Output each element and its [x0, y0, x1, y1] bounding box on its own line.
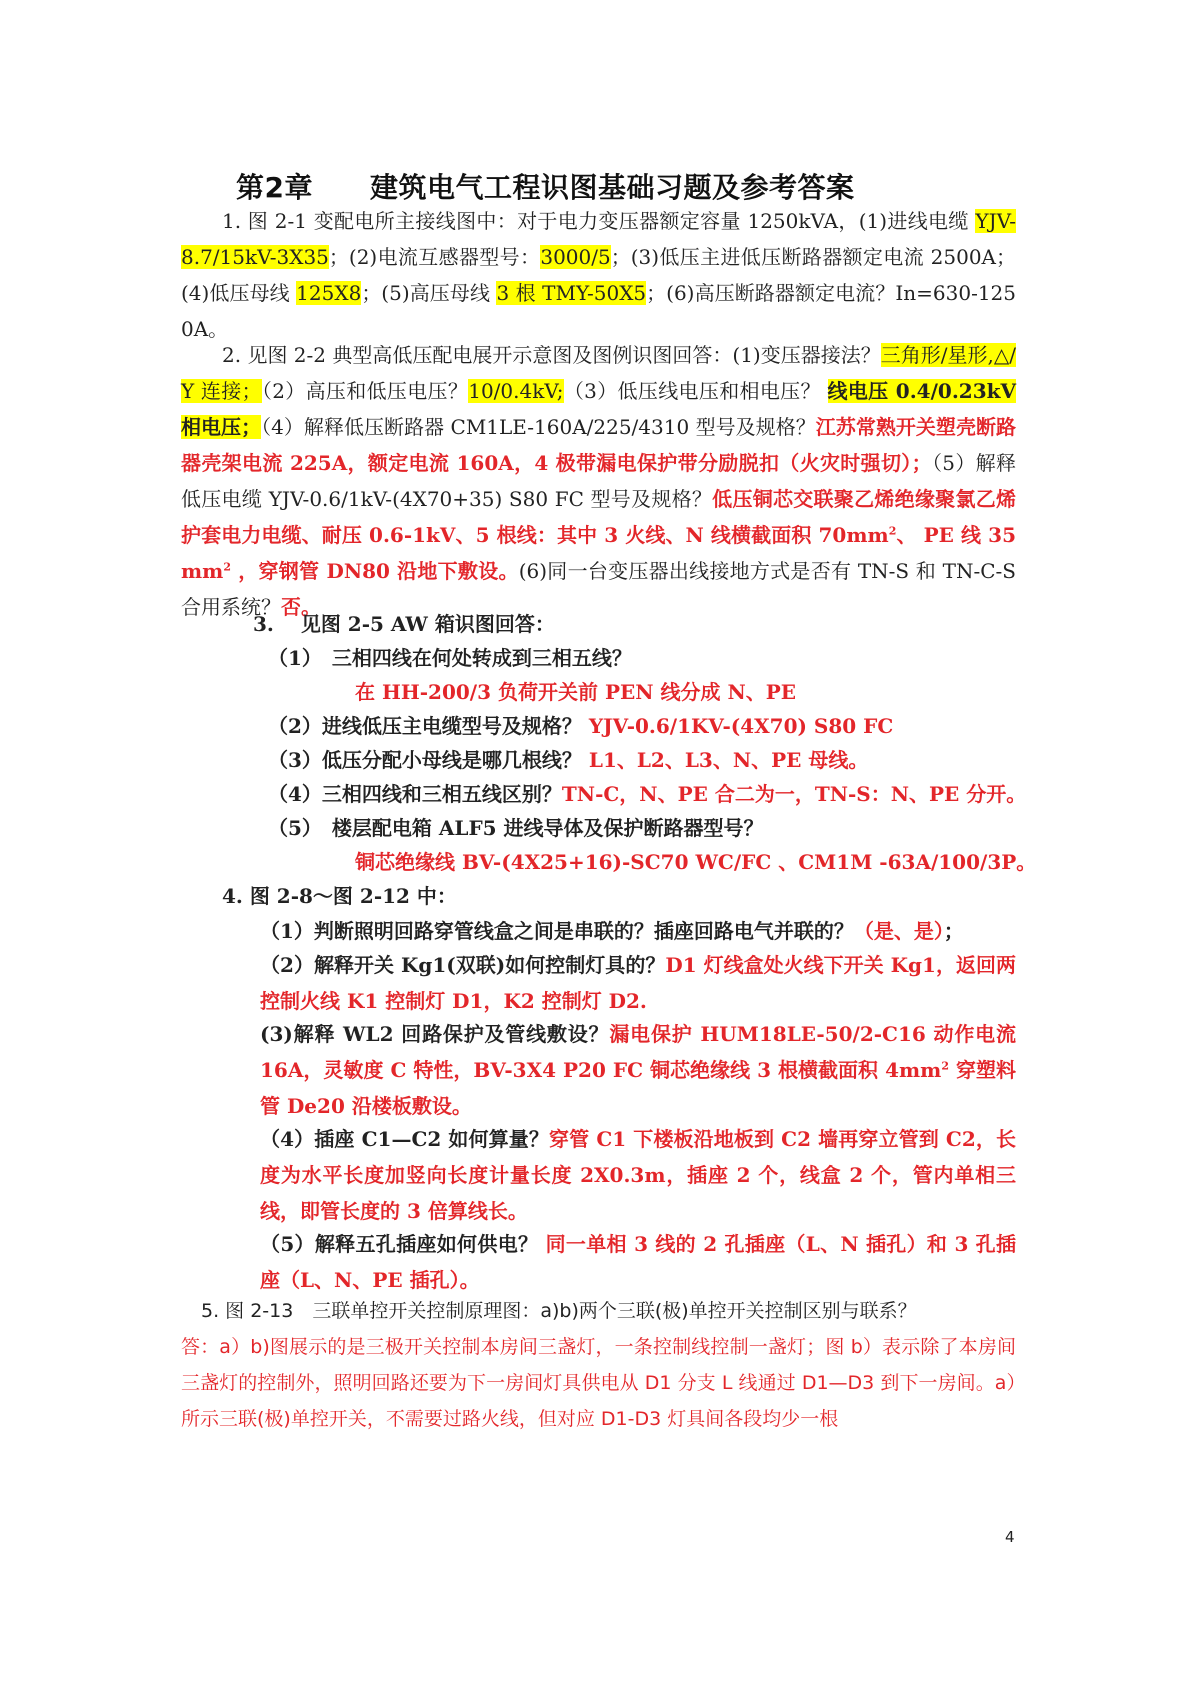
q1-lv-busbar-answer: 125X8 — [296, 281, 362, 305]
q2-text: (6)同一台变压器出线接地方式是否有 TN-S 和 TN-C-S 合用系统？ — [181, 559, 1016, 619]
q4-sub1-end: ； — [943, 919, 964, 943]
q2-voltage-answer: 10/0.4kV; — [468, 379, 564, 403]
q1-text: ；(2)电流互感器型号： — [328, 245, 541, 269]
q3-sub2-question: （2）进线低压主电缆型号及规格？ — [268, 714, 589, 738]
q2-text: 2. 见图 2-2 典型高低压配电展开示意图及图例识图回答：(1)变压器接法？ — [222, 343, 881, 367]
q4-sub3-question: (3)解释 WL2 回路保护及管线敷设？ — [260, 1022, 610, 1046]
q4-sub3-sup: 2 — [941, 1059, 949, 1073]
q4-sub4-answer: 穿管 C1 下楼板沿地板到 C2 墙再穿立管到 C2，长度为水平长度加竖向长度计量长度 2X0.3m，插座 2 个，线盒 2 个，管内单相三线，即管长度的 3 倍算线长。 — [260, 1127, 1016, 1223]
q3-sub1-answer: 在 HH-200/3 负荷开关前 PEN 线分成 N、PE — [355, 680, 797, 704]
q3-sub4-answer: TN-C，N、PE 合二为一，TN-S：N、PE 分开。 — [561, 782, 1027, 806]
q4-sub2-answer: D1 灯线盒处火线下开关 Kg1，返回两控制火线 K1 控制灯 D1，K2 控制灯 D2. — [260, 953, 1016, 1013]
q4-sub2-question: （2）解释开关 Kg1(双联)如何控制灯具的？ — [260, 953, 666, 977]
q1-text: ；(3)低压主进低压断路器额定电流 2500A；(4)低压母线 — [181, 245, 1016, 305]
question-2 — [181, 337, 1016, 625]
q1-cable-answer: YJV-8.7/15kV-3X35 — [181, 209, 1016, 269]
q2-line-voltage-answer: 线电压 0.4/0.23kV 相电压； — [181, 379, 1016, 439]
q5-heading: 5. 图 2-13 三联单控开关控制原理图：a)b)两个三联(极)单控开关控制区别与联系？ — [201, 1300, 917, 1322]
q4-heading: 4. 图 2-8～图 2-12 中： — [222, 884, 457, 908]
q4-sub2 — [260, 947, 1016, 1019]
q3-sub4-question: （4）三相四线和三相五线区别？ — [268, 782, 562, 806]
q3-sub4 — [268, 776, 1026, 812]
q3-sub5-question: （5） 楼层配电箱 ALF5 进线导体及保护断路器型号？ — [268, 816, 764, 840]
q4-sub5-answer: 同一单相 3 线的 2 孔插座（L、N 插孔）和 3 孔插座（L、N、PE 插孔）。 — [260, 1232, 1016, 1292]
q4-sub3 — [260, 1016, 1016, 1124]
q5-answer: 答：a）b)图展示的是三极开关控制本房间三盏灯，一条控制线控制一盏灯；图 b）表示除了本房间三盏灯的控制外，照明回路还要为下一房间灯具供电从 D1 分支 L 线通过 D1—D3 到下一房间。a）所示三联(极)单控开关，不需要过路火线，但对应 D1-D3 灯具间各段均少一根 — [181, 1336, 1016, 1430]
q2-text: （3）低压线电压和相电压？ — [563, 379, 828, 403]
q3-heading: 3. 见图 2-5 AW 箱识图回答： — [253, 612, 555, 636]
q4-sub3-answer: 漏电保护 HUM18LE-50/2-C16 动作电流 16A，灵敏度 C 特性，BV-3X4 P20 FC 铜芯绝缘线 3 根横截面积 4mm — [260, 1022, 1016, 1082]
q2-text: （5）解释低压电缆 YJV-0.6/1kV-(4X70+35) S80 FC 型号及规格？ — [181, 451, 1016, 511]
chapter-title: 第2章 建筑电气工程识图基础习题及参考答案 — [236, 171, 855, 204]
q1-text: ；(5)高压母线 — [361, 281, 497, 305]
q4-sub5 — [260, 1226, 1016, 1298]
q4-sub1-question: （1）判断照明回路穿管线盒之间是串联的？插座回路电气并联的？ — [260, 919, 854, 943]
q2-cable-answer: 低压铜芯交联聚乙烯绝缘聚氯乙烯护套电力电缆、耐压 0.6-1kV、5 根线：其中 3 火线、N 线横截面积 70mm — [181, 487, 1017, 547]
q2-sup: 2 — [888, 524, 897, 538]
q2-cable-answer: ，穿钢管 DN80 沿地下敷设。 — [230, 559, 519, 583]
q2-text: （4）解释低压断路器 CM1LE-160A/225/4310 型号及规格？ — [261, 415, 816, 439]
page-number: 4 — [1005, 1528, 1015, 1546]
q1-hv-busbar-answer: 3 根 TMY-50X5 — [496, 281, 647, 305]
q1-text: 1. 图 2-1 变配电所主接线图中：对于电力变压器额定容量 1250kVA，(1)进线电缆 — [222, 209, 976, 233]
q2-grounding-answer: 否。 — [281, 595, 321, 619]
q3-sub1-question: （1） 三相四线在何处转成到三相五线？ — [268, 646, 632, 670]
q4-sub4-question: （4）插座 C1—C2 如何算量？ — [260, 1127, 549, 1151]
q2-transformer-answer: 三角形/星形,△/Y 连接； — [181, 343, 1016, 403]
q2-text: （2）高压和低压电压？ — [261, 379, 469, 403]
q2-sup: 2 — [223, 560, 231, 574]
q4-sub5-question: （5）解释五孔插座如何供电？ — [260, 1232, 546, 1256]
q3-sub3-answer: L1、L2、L3、N、PE 母线。 — [588, 748, 869, 772]
q3-sub3 — [268, 742, 868, 778]
q3-sub5-answer: 铜芯绝缘线 BV-(4X25+16)-SC70 WC/FC 、CM1M -63A/100/3P。 — [355, 850, 1037, 874]
q3-sub2-answer: YJV-0.6/1KV-(4X70) S80 FC — [588, 714, 894, 738]
q1-text: ；(6)高压断路器额定电流？In=630-1250A。 — [181, 281, 1017, 341]
q4-sub3-answer: 穿塑料管 De20 沿楼板敷设。 — [260, 1058, 1016, 1118]
q3-sub3-question: （3）低压分配小母线是哪几根线？ — [268, 748, 589, 772]
q3-sub2 — [268, 708, 893, 744]
q1-ct-answer: 3000/5 — [540, 245, 611, 269]
q2-cable-answer: 、 PE 线 35 mm — [181, 523, 1016, 583]
q2-breaker-answer: 江苏常熟开关塑壳断路器壳架电流 225A，额定电流 160A，4 极带漏电保护带分励脱扣（火灾时强切）； — [181, 415, 1017, 475]
q4-sub1-answer: （是、是） — [853, 919, 944, 943]
q4-sub1 — [260, 913, 964, 949]
question-1 — [181, 203, 1016, 347]
q4-sub4 — [260, 1121, 1016, 1229]
